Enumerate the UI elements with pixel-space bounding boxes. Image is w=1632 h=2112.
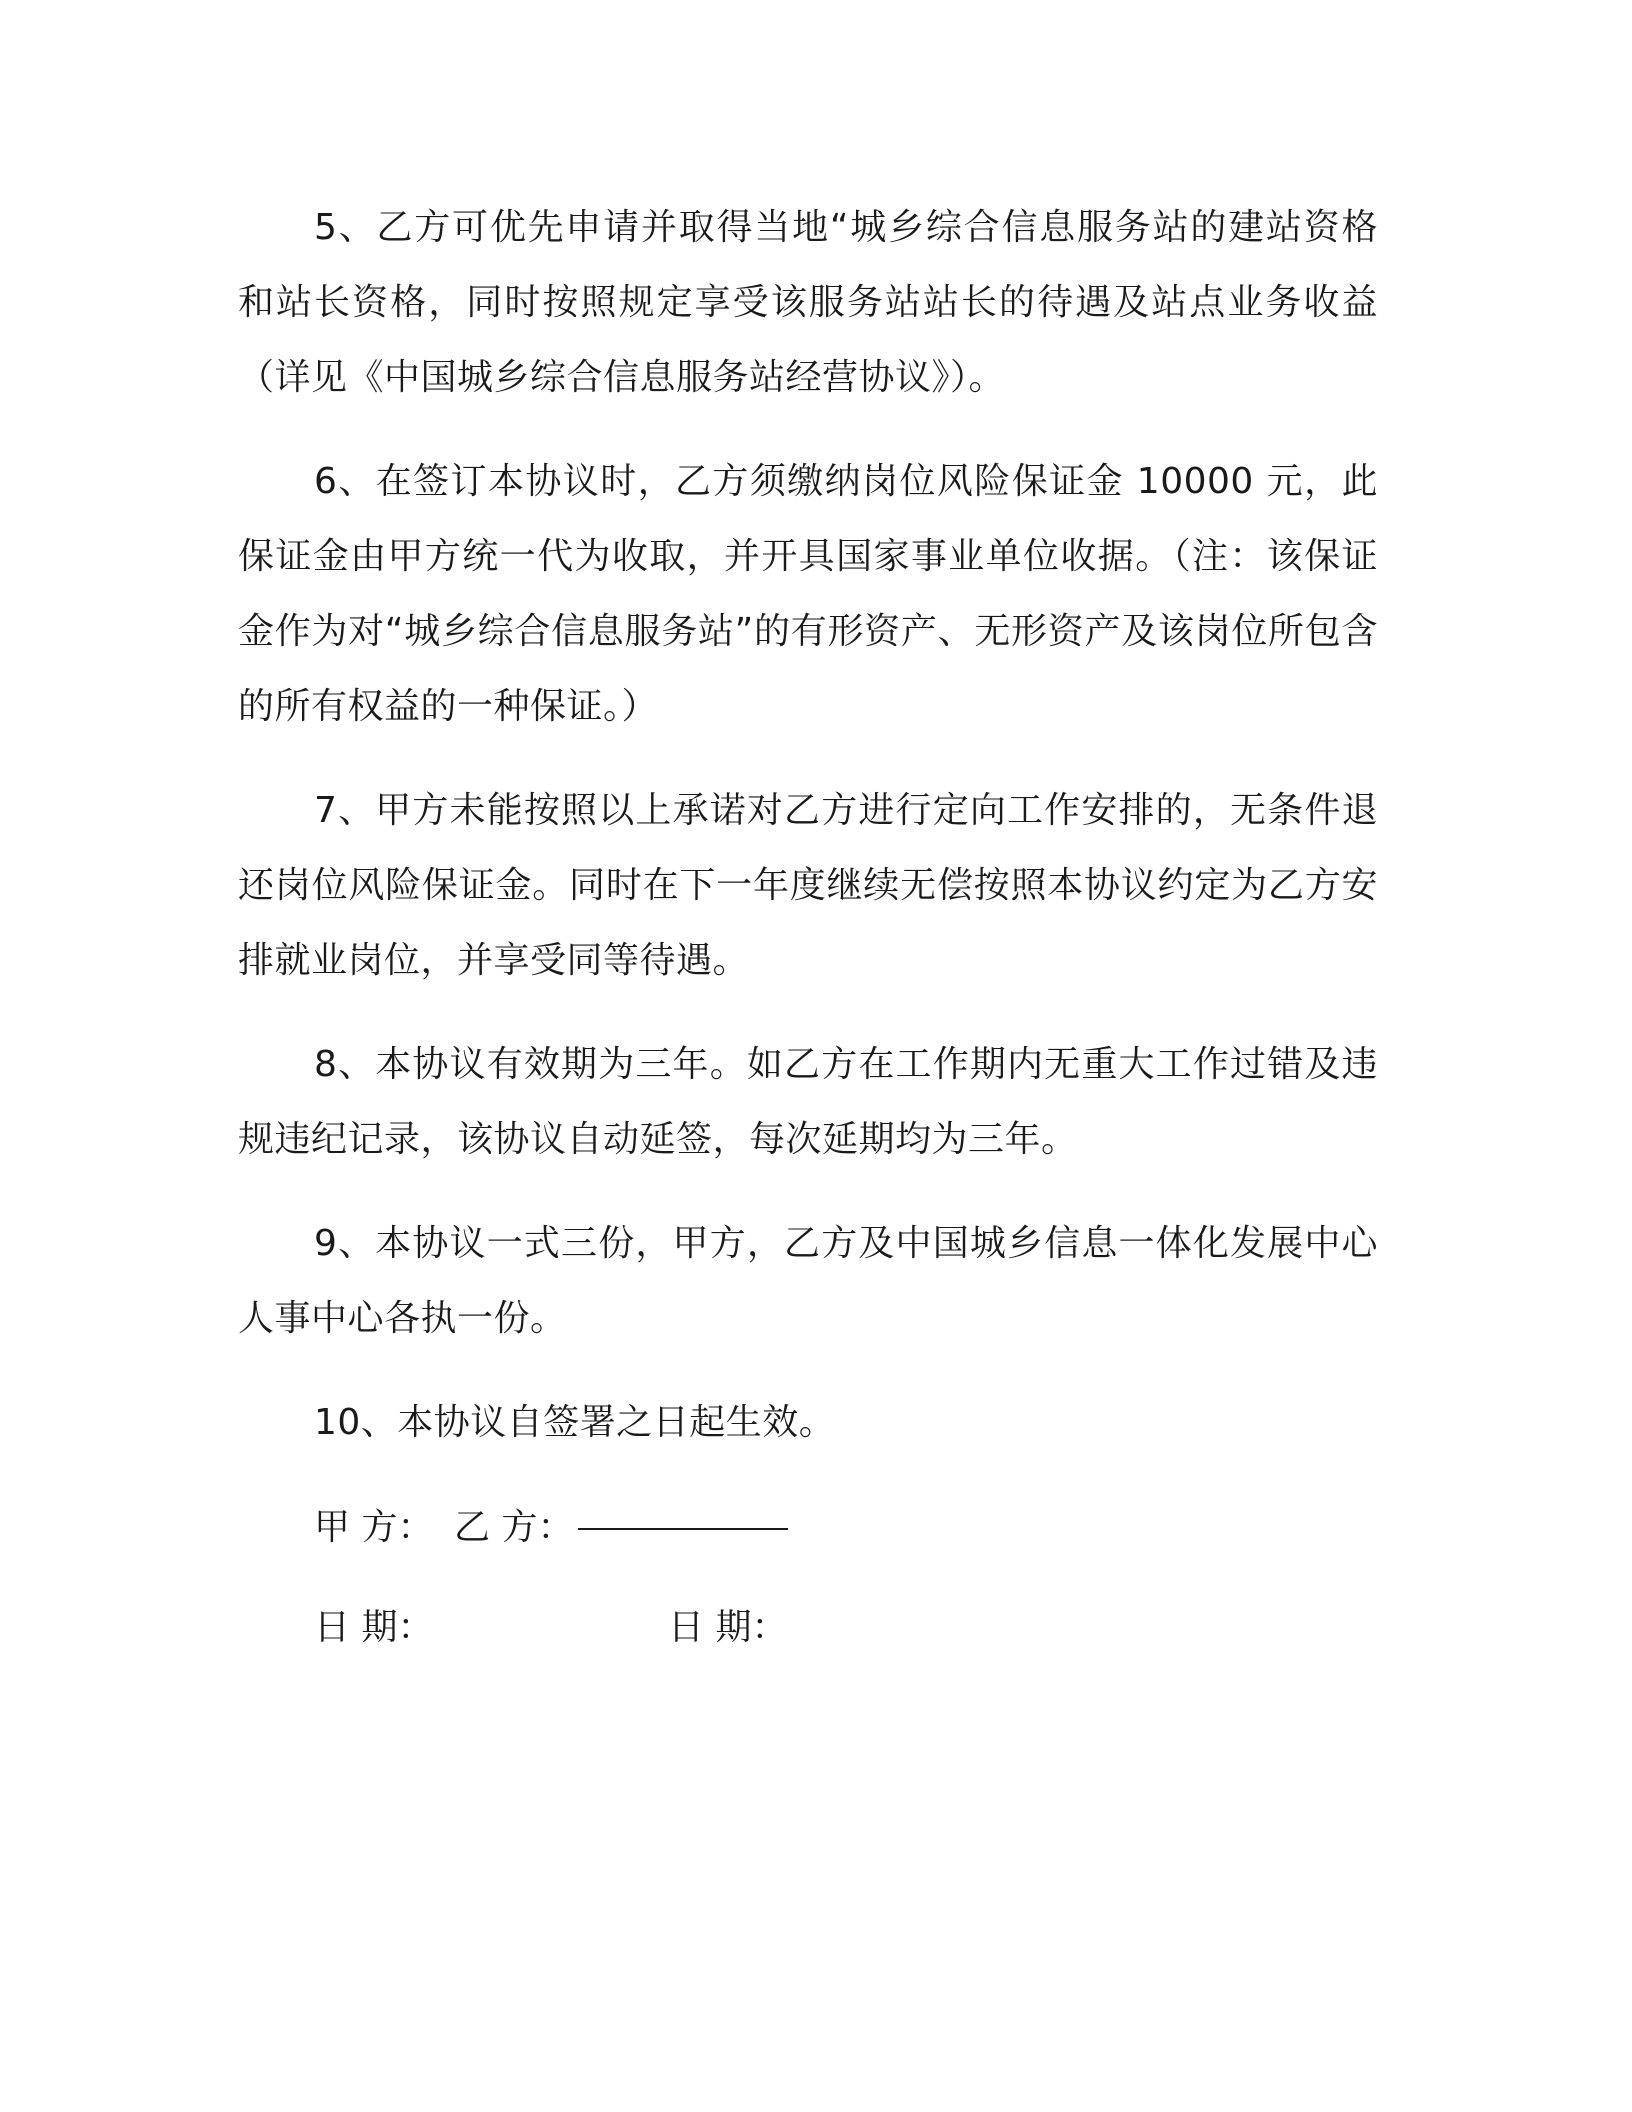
date-a-label: 日 期： bbox=[314, 1607, 434, 1648]
clause-7: 7、甲方未能按照以上承诺对乙方进行定向工作安排的，无条件退还岗位风险保证金。同时在下一年度继续无偿按照本协议约定为乙方安排就业岗位，并享受同等待遇。 bbox=[238, 790, 1378, 981]
clause-10: 10、本协议自签署之日起生效。 bbox=[314, 1402, 836, 1443]
date-b-label: 日 期： bbox=[668, 1607, 788, 1648]
date-row bbox=[238, 1590, 1378, 1690]
party-a-label: 甲 方： bbox=[314, 1507, 434, 1548]
party-b-label: 乙 方： bbox=[454, 1507, 574, 1548]
clause-8: 8、本协议有效期为三年。如乙方在工作期内无重大工作过错及违规违纪记录，该协议自动延签，每次延期均为三年。 bbox=[238, 1044, 1378, 1160]
agreement-body bbox=[238, 190, 1378, 1690]
party-b-signature-line bbox=[578, 1526, 788, 1530]
clause-9: 9、本协议一式三份，甲方，乙方及中国城乡信息一体化发展中心人事中心各执一份。 bbox=[238, 1223, 1378, 1339]
party-signature-row bbox=[238, 1490, 1378, 1590]
clause-6: 6、在签订本协议时，乙方须缴纳岗位风险保证金 10000 元，此保证金由甲方统一代为收取，并开具国家事业单位收据。（注：该保证金作为对“城乡综合信息服务站”的有形资产、无形资产及该岗位所包含的所有权益的一种保证。） bbox=[238, 461, 1378, 727]
clause-5: 5、乙方可优先申请并取得当地“城乡综合信息服务站的建站资格和站长资格，同时按照规定享受该服务站站长的待遇及站点业务收益（详见《中国城乡综合信息服务站经营协议》）。 bbox=[238, 207, 1378, 398]
